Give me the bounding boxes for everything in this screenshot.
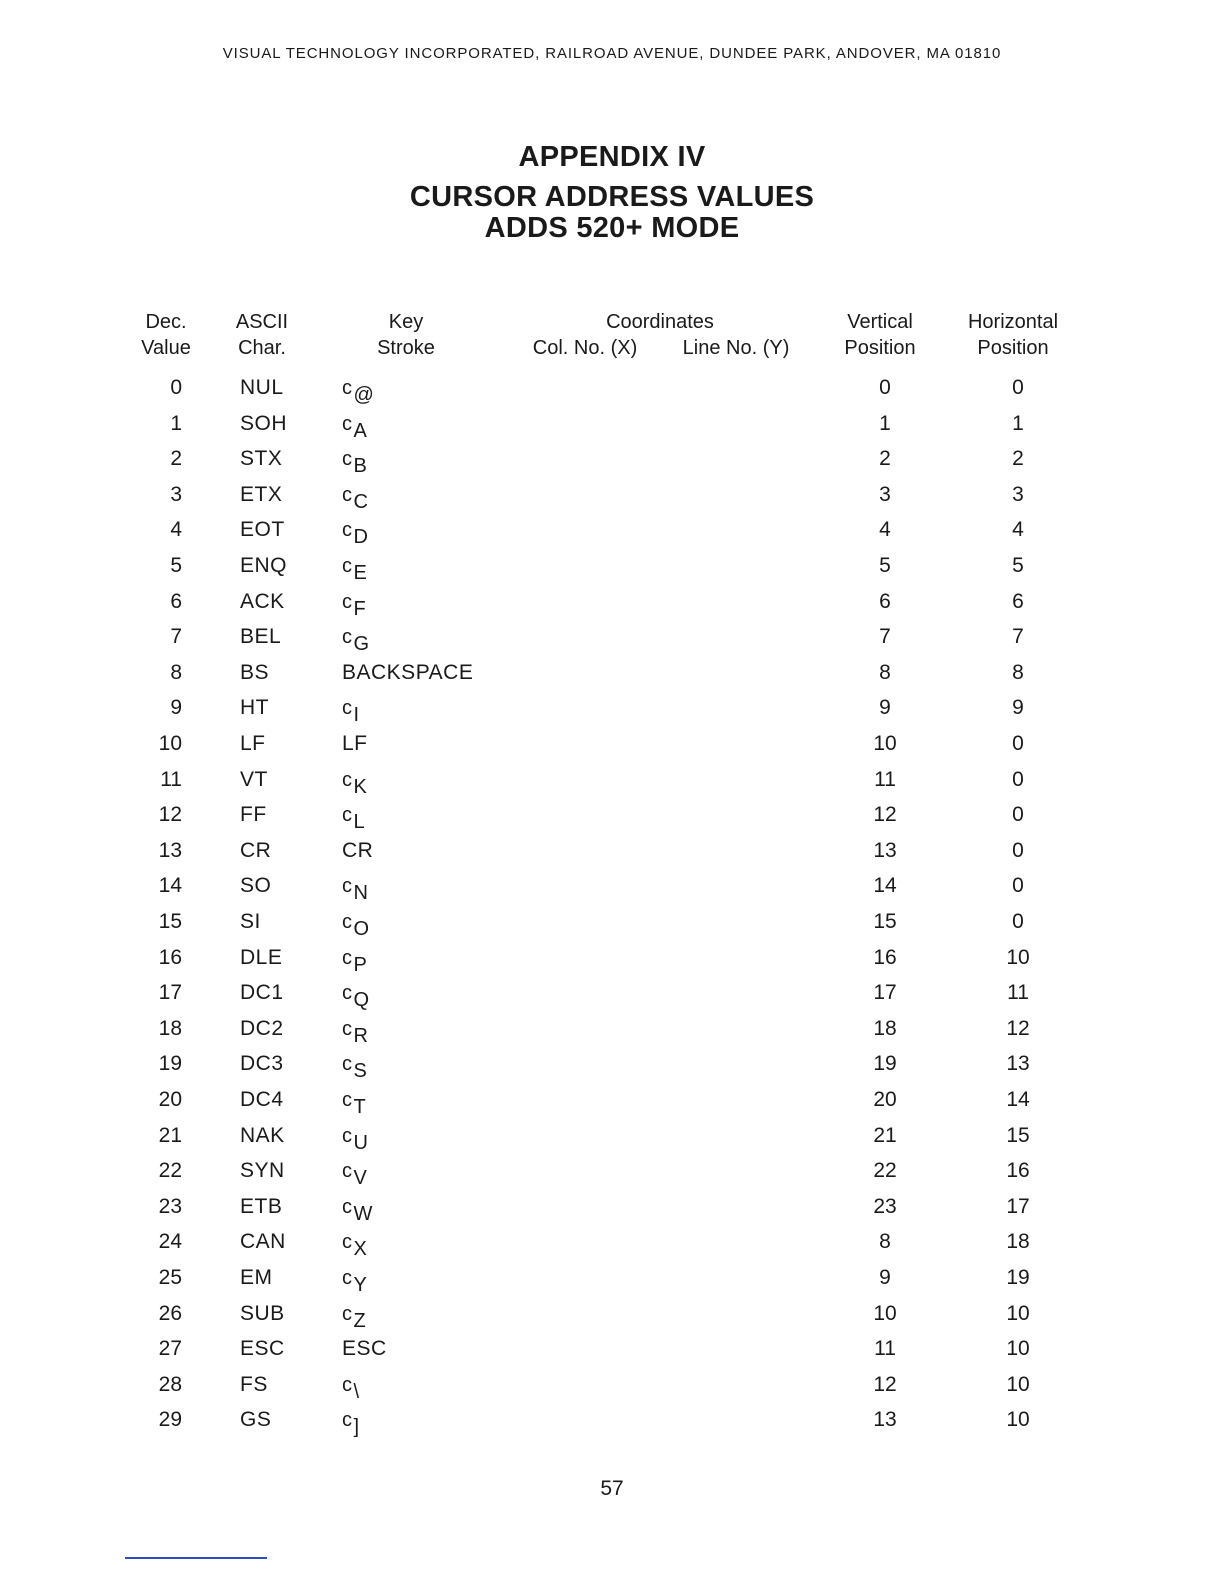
ascii-char-cell: CR: [240, 838, 272, 862]
key-stroke-cell: [342, 981, 370, 1012]
table-row: 7 BEL cG 7 7: [0, 625, 1224, 661]
ascii-char-cell: BS: [240, 660, 270, 684]
horizontal-position-cell: 15: [1006, 1123, 1030, 1147]
horizontal-position-cell: 4: [1012, 518, 1024, 542]
control-key: D: [353, 526, 369, 549]
key-stroke-cell: [342, 910, 370, 940]
table-row: 18 DC2 cR 18 12: [0, 1017, 1224, 1053]
control-prefix: c: [342, 555, 353, 577]
table-row: 27 ESC ESC 11 10: [0, 1337, 1224, 1373]
column-header-horizontal-position: Horizontal Position: [967, 311, 1059, 359]
table-row: 13 CR CR 13 0: [0, 839, 1224, 875]
vertical-position-cell: 2: [879, 447, 891, 471]
horizontal-position-cell: 14: [1006, 1088, 1030, 1111]
control-prefix: c: [342, 590, 353, 613]
control-prefix: c: [342, 377, 353, 399]
horizontal-position-cell: 7: [1012, 625, 1024, 649]
horizontal-position-cell: 17: [1006, 1194, 1030, 1218]
key-stroke-cell: [342, 768, 368, 798]
control-key: P: [353, 953, 368, 976]
control-key: L: [353, 811, 366, 834]
horizontal-position-cell: 5: [1012, 554, 1024, 577]
table-row: 21 NAK cU 21 15: [0, 1124, 1224, 1160]
vertical-position-cell: 8: [879, 1230, 891, 1254]
control-key: B: [353, 455, 368, 478]
table-row: 5 ENQ cE 5 5: [0, 554, 1224, 590]
column-header-dec-value: Dec. Value: [141, 311, 191, 359]
column-header-line-no: Line No. (Y): [682, 337, 790, 359]
control-key: G: [353, 633, 370, 656]
horizontal-position-cell: 10: [1006, 1301, 1030, 1325]
table-row: 14 SO cN 14 0: [0, 874, 1224, 910]
control-key: @: [353, 384, 375, 406]
ascii-char-cell: DC3: [240, 1052, 284, 1076]
control-prefix: c: [342, 804, 353, 827]
vertical-position-cell: 15: [873, 910, 897, 933]
vertical-position-cell: 13: [873, 1408, 897, 1432]
bottom-rule: [125, 1557, 267, 1559]
control-key: U: [353, 1131, 369, 1154]
horizontal-position-cell: 0: [1012, 838, 1024, 862]
horizontal-position-cell: 19: [1006, 1266, 1030, 1289]
control-key: N: [353, 882, 369, 905]
horizontal-position-cell: 10: [1006, 1337, 1030, 1361]
control-prefix: c: [342, 1195, 353, 1218]
horizontal-position-cell: 1: [1012, 411, 1024, 435]
ascii-char-cell: LF: [240, 732, 266, 755]
table-row: 3 ETX cC 3 3: [0, 483, 1224, 519]
vertical-position-cell: 5: [879, 554, 891, 577]
control-prefix: c: [342, 448, 353, 471]
control-prefix: c: [342, 875, 353, 898]
horizontal-position-cell: 6: [1012, 589, 1024, 613]
control-key: \: [353, 1380, 360, 1403]
vertical-position-cell: 17: [873, 981, 897, 1005]
control-key: E: [353, 562, 368, 584]
ascii-char-cell: DC4: [240, 1088, 284, 1111]
vertical-position-cell: 12: [873, 803, 897, 827]
key-stroke-cell: [342, 518, 369, 549]
vertical-position-cell: 13: [873, 838, 897, 862]
ascii-char-cell: STX: [240, 447, 283, 471]
vertical-position-cell: 21: [873, 1123, 897, 1147]
ascii-char-cell: VT: [240, 767, 268, 791]
control-prefix: c: [342, 1267, 353, 1289]
vertical-position-cell: 19: [873, 1052, 897, 1076]
table-row: 11 VT cK 11 0: [0, 768, 1224, 804]
horizontal-position-cell: 0: [1012, 874, 1024, 898]
control-prefix: c: [342, 626, 353, 649]
control-prefix: c: [342, 982, 353, 1005]
table-row: 28 FS c\ 12 10: [0, 1373, 1224, 1409]
control-prefix: c: [342, 1160, 353, 1183]
named-key: ESC: [342, 1337, 387, 1361]
column-header-key-stroke: Key Stroke: [377, 311, 435, 359]
control-prefix: c: [342, 1409, 353, 1432]
named-key: LF: [342, 732, 368, 755]
table-row: 12 FF cL 12 0: [0, 803, 1224, 839]
table-row: 2 STX cB 2 2: [0, 447, 1224, 483]
named-key: CR: [342, 838, 374, 862]
key-stroke-cell: [342, 1124, 369, 1154]
table-row: 23 ETB cW 23 17: [0, 1195, 1224, 1231]
column-header-vertical-position: Vertical Position: [844, 311, 916, 359]
ascii-char-cell: BEL: [240, 625, 282, 649]
ascii-char-cell: EM: [240, 1266, 273, 1289]
ascii-char-cell: ESC: [240, 1337, 285, 1361]
table-row: 8 BS BACKSPACE 8 8: [0, 661, 1224, 697]
table-row: 6 ACK cF 6 6: [0, 590, 1224, 626]
table-row: 9 HT cI 9 9: [0, 696, 1224, 732]
key-stroke-cell: [342, 696, 360, 727]
vertical-position-cell: 12: [873, 1372, 897, 1396]
ascii-char-cell: ETB: [240, 1194, 283, 1218]
horizontal-position-cell: 0: [1012, 803, 1024, 827]
control-key: O: [353, 918, 370, 940]
key-stroke-cell: [342, 1017, 369, 1047]
table-row: 17 DC1 cQ 17 11: [0, 981, 1224, 1017]
appendix-mode: ADDS 520+ MODE: [484, 212, 740, 244]
key-stroke-cell: [342, 625, 370, 656]
appendix-title: APPENDIX IV: [518, 141, 706, 173]
vertical-position-cell: 10: [873, 732, 897, 755]
vertical-position-cell: 23: [873, 1194, 897, 1218]
table-row: 4 EOT cD 4 4: [0, 518, 1224, 554]
horizontal-position-cell: 13: [1006, 1052, 1030, 1076]
named-key: BACKSPACE: [342, 660, 474, 684]
key-stroke-cell: [342, 839, 373, 863]
control-key: V: [353, 1167, 368, 1190]
control-key: S: [353, 1060, 368, 1083]
key-stroke-cell: [342, 1159, 368, 1190]
ascii-char-cell: SYN: [240, 1159, 285, 1183]
control-prefix: c: [342, 768, 353, 791]
horizontal-position-cell: 10: [1006, 945, 1030, 969]
key-stroke-cell: [342, 1408, 360, 1439]
key-stroke-cell: [342, 1088, 367, 1118]
key-stroke-cell: [342, 732, 368, 756]
horizontal-position-cell: 0: [1012, 732, 1024, 755]
vertical-position-cell: 7: [879, 625, 891, 649]
vertical-position-cell: 22: [873, 1159, 897, 1183]
table-row: 0 NUL c@ 0 0: [0, 376, 1224, 412]
company-header: VISUAL TECHNOLOGY INCORPORATED, RAILROAD AVENUE, DUNDEE PARK, ANDOVER, MA 01810: [222, 45, 1002, 62]
key-stroke-cell: [342, 554, 368, 584]
vertical-position-cell: 18: [873, 1016, 897, 1040]
horizontal-position-cell: 3: [1012, 482, 1024, 506]
control-key: T: [353, 1096, 367, 1118]
table-row: 22 SYN cV 22 16: [0, 1159, 1224, 1195]
ascii-char-cell: CAN: [240, 1230, 286, 1254]
vertical-position-cell: 11: [874, 767, 896, 791]
ascii-char-cell: SUB: [240, 1301, 285, 1325]
horizontal-position-cell: 8: [1012, 660, 1024, 684]
horizontal-position-cell: 9: [1012, 696, 1024, 720]
ascii-char-cell: ENQ: [240, 554, 288, 577]
ascii-char-cell: NUL: [240, 376, 284, 399]
ascii-char-cell: NAK: [240, 1123, 285, 1147]
control-prefix: c: [342, 1124, 353, 1147]
table-row: 15 SI cO 15 0: [0, 910, 1224, 946]
vertical-position-cell: 20: [873, 1088, 897, 1111]
appendix-subtitle: CURSOR ADDRESS VALUES: [409, 181, 815, 213]
table-row: 20 DC4 cT 20 14: [0, 1088, 1224, 1124]
vertical-position-cell: 6: [879, 589, 891, 613]
table-row: 26 SUB cZ 10 10: [0, 1302, 1224, 1338]
key-stroke-cell: [342, 1302, 367, 1332]
vertical-position-cell: 10: [873, 1301, 897, 1325]
control-prefix: c: [342, 911, 353, 933]
control-prefix: c: [342, 412, 353, 435]
vertical-position-cell: 3: [879, 482, 891, 506]
control-key: C: [353, 490, 369, 513]
control-key: Y: [353, 1274, 368, 1296]
ascii-char-cell: SI: [240, 910, 261, 933]
horizontal-position-cell: 0: [1012, 767, 1024, 791]
vertical-position-cell: 8: [879, 660, 891, 684]
ascii-char-cell: ETX: [240, 482, 283, 506]
table-row: 24 CAN cX 8 18: [0, 1230, 1224, 1266]
horizontal-position-cell: 10: [1006, 1408, 1030, 1432]
key-stroke-cell: [342, 376, 375, 406]
horizontal-position-cell: 11: [1007, 981, 1029, 1005]
horizontal-position-cell: 2: [1012, 447, 1024, 471]
vertical-position-cell: 14: [873, 874, 897, 898]
table-row: 25 EM cY 9 19: [0, 1266, 1224, 1302]
horizontal-position-cell: 16: [1006, 1159, 1030, 1183]
control-key: Q: [353, 989, 370, 1012]
vertical-position-cell: 9: [879, 1266, 891, 1289]
table-row: 10 LF LF 10 0: [0, 732, 1224, 768]
horizontal-position-cell: 0: [1012, 376, 1024, 399]
vertical-position-cell: 16: [873, 945, 897, 969]
ascii-char-cell: SOH: [240, 411, 288, 435]
horizontal-position-cell: 18: [1006, 1230, 1030, 1254]
vertical-position-cell: 11: [874, 1337, 896, 1361]
control-prefix: c: [342, 519, 353, 542]
table-row: 16 DLE cP 16 10: [0, 946, 1224, 982]
control-prefix: c: [342, 697, 353, 720]
column-header-coordinates: Coordinates: [606, 311, 714, 333]
ascii-char-cell: DC1: [240, 981, 284, 1005]
control-prefix: c: [342, 483, 353, 506]
ascii-char-cell: SO: [240, 874, 272, 898]
key-stroke-cell: [342, 447, 368, 478]
control-prefix: c: [342, 1017, 353, 1040]
control-prefix: c: [342, 1053, 353, 1076]
ascii-char-cell: EOT: [240, 518, 285, 542]
column-header-ascii-char: ASCII Char.: [235, 311, 289, 359]
key-stroke-cell: [342, 874, 369, 905]
control-prefix: c: [342, 1302, 353, 1325]
horizontal-position-cell: 0: [1012, 910, 1024, 933]
key-stroke-cell: [342, 1266, 368, 1296]
key-stroke-cell: [342, 1337, 387, 1361]
table-row: 29 GS c] 13 10: [0, 1408, 1224, 1444]
control-prefix: c: [342, 1089, 353, 1111]
control-key: I: [353, 704, 360, 727]
key-stroke-cell: [342, 590, 367, 620]
table-row: 1 SOH cA 1 1: [0, 412, 1224, 448]
key-stroke-cell: [342, 1195, 373, 1225]
page-number: 57: [600, 1477, 624, 1500]
horizontal-position-cell: 12: [1006, 1016, 1030, 1040]
vertical-position-cell: 1: [879, 411, 891, 435]
ascii-char-cell: FS: [240, 1372, 268, 1396]
ascii-char-cell: DLE: [240, 945, 283, 969]
key-stroke-cell: [342, 1052, 368, 1083]
key-stroke-cell: [342, 1373, 360, 1403]
vertical-position-cell: 4: [879, 518, 891, 542]
control-key: ]: [353, 1416, 360, 1439]
key-stroke-cell: [342, 803, 366, 834]
key-stroke-cell: [342, 412, 368, 442]
control-key: W: [353, 1202, 373, 1225]
key-stroke-cell: [342, 1230, 368, 1261]
control-key: Z: [353, 1309, 367, 1332]
control-prefix: c: [342, 1373, 353, 1396]
key-stroke-cell: [342, 483, 369, 513]
ascii-char-cell: ACK: [240, 589, 285, 613]
control-key: A: [353, 419, 368, 442]
key-stroke-cell: [342, 946, 368, 976]
control-key: X: [353, 1238, 368, 1261]
key-stroke-cell: [342, 661, 473, 685]
ascii-char-cell: GS: [240, 1408, 272, 1432]
control-prefix: c: [342, 1231, 353, 1254]
ascii-char-cell: FF: [240, 803, 267, 827]
horizontal-position-cell: 10: [1006, 1372, 1030, 1396]
ascii-char-cell: HT: [240, 696, 269, 720]
control-key: K: [353, 775, 368, 798]
ascii-char-cell: DC2: [240, 1016, 284, 1040]
vertical-position-cell: 0: [879, 376, 891, 399]
control-prefix: c: [342, 946, 353, 969]
control-key: F: [353, 597, 367, 620]
column-header-col-no: Col. No. (X): [532, 337, 638, 359]
vertical-position-cell: 9: [879, 696, 891, 720]
control-key: R: [353, 1024, 369, 1047]
table-row: 19 DC3 cS 19 13: [0, 1052, 1224, 1088]
